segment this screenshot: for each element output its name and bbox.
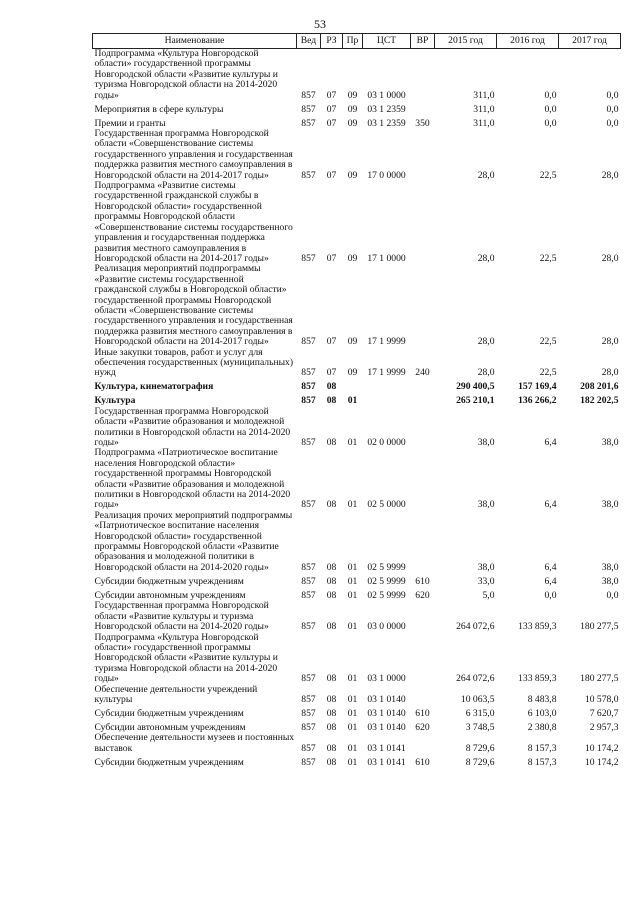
header-2017: 2017 год: [559, 34, 621, 49]
row-value-2015: 28,0: [477, 252, 495, 264]
row-value-2015: 28,0: [477, 367, 495, 379]
row-value-2016: 22,5: [539, 252, 557, 264]
row-cst: 02 5 9999: [367, 575, 406, 587]
row-cst: 03 1 2359: [367, 103, 406, 115]
row-cst: 17 1 0000: [367, 252, 406, 264]
table-row: [93, 115, 621, 129]
row-ved: 857: [301, 437, 316, 448]
row-vr: [411, 685, 435, 706]
row-value-2016: 0,0: [544, 103, 557, 115]
row-name: Реализация прочих мероприятий подпрограммы «Патриотическое воспитание населения Новгородской области» государственной программы Новгородской области «Развитие образования и молодежной политики в Новгородской области на 2014-2020 годы»: [94, 509, 293, 573]
row-name: Подпрограмма «Развитие системы государственной гражданской службы в Новгородской области» государственной программы Новгородской области «Совершенствование системы государственного управления и государственная поддержка развития местного самоуправления в Новгородской области на 2014-2017 годы»: [94, 180, 293, 264]
row-name: Субсидии бюджетным учреждениям: [94, 575, 244, 587]
row-cst: 17 1 9999: [367, 336, 406, 348]
row-cst: [363, 393, 411, 407]
table-row: [93, 181, 621, 264]
row-name: Культура: [94, 395, 136, 407]
row-ved: 857: [301, 621, 316, 633]
row-pr: 01: [347, 589, 358, 601]
row-name: Государственная программа Новгородской области «Развитие культуры и туризма Новгородской области на 2014-2020 годы»: [94, 600, 269, 633]
row-value-2016: 22,5: [539, 169, 557, 181]
row-cst: 17 0 0000: [367, 169, 406, 181]
row-value-2017: 10 578,0: [584, 693, 619, 705]
row-cst: 02 5 0000: [367, 499, 406, 511]
row-ved: 857: [301, 381, 316, 393]
table-row: [93, 587, 621, 601]
row-value-2016: 6,4: [544, 499, 557, 511]
row-ved: 857: [301, 693, 316, 705]
row-value-2017: 182 202,5: [580, 395, 619, 407]
row-cst: 02 5 9999: [367, 561, 406, 573]
row-value-2017: 38,0: [601, 561, 619, 573]
table-row: [93, 393, 621, 407]
header-vr: ВР: [411, 34, 435, 49]
row-cst: 03 0 0000: [367, 621, 406, 633]
row-value-2016: 133 859,3: [518, 673, 557, 685]
row-name: Мероприятия в сфере культуры: [94, 103, 224, 115]
row-ved: 857: [301, 117, 316, 129]
row-vr: [411, 733, 435, 754]
row-vr: [411, 49, 435, 102]
row-value-2015: 5,0: [482, 589, 495, 601]
header-cst: ЦСТ: [363, 34, 411, 49]
row-pr: 09: [347, 117, 358, 129]
row-ved: 857: [301, 673, 316, 685]
row-pr: 01: [347, 561, 358, 573]
row-name: Подпрограмма «Культура Новгородской области» государственной программы Новгородской области «Развитие культуры и туризма Новгородской области на 2014-2020 годы»: [94, 48, 278, 101]
row-name: Культура, кинематография: [94, 381, 214, 393]
row-value-2017: 38,0: [601, 437, 619, 448]
row-value-2015: 28,0: [477, 336, 495, 348]
row-value-2015: 10 063,5: [460, 693, 495, 705]
row-rz: 08: [326, 756, 337, 768]
table-body: [93, 49, 621, 769]
row-ved: 857: [301, 367, 316, 379]
row-value-2017: 180 277,5: [580, 621, 619, 633]
header-name: Наименование: [93, 34, 297, 49]
row-ved: 857: [301, 252, 316, 264]
row-cst: [363, 379, 411, 393]
row-value-2016: 6 103,0: [527, 707, 557, 719]
table-row: [93, 264, 621, 347]
table-row: [93, 511, 621, 573]
row-rz: 08: [326, 621, 337, 633]
row-ved: 857: [301, 103, 316, 115]
row-vr: 610: [415, 707, 430, 719]
row-value-2015: 38,0: [477, 561, 495, 573]
row-pr: 01: [347, 673, 358, 685]
row-value-2017: 208 201,6: [580, 381, 619, 393]
row-pr: 09: [347, 252, 358, 264]
row-pr: 09: [347, 367, 358, 379]
row-value-2015: 38,0: [477, 437, 495, 448]
row-pr: 01: [347, 707, 358, 719]
row-name: Обеспечение деятельности музеев и постоянных выставок: [94, 732, 295, 754]
row-name: Субсидии бюджетным учреждениям: [94, 756, 244, 768]
row-name: Субсидии бюджетным учреждениям: [94, 707, 244, 719]
row-value-2015: 8 729,6: [465, 742, 495, 754]
row-pr: 09: [347, 89, 358, 101]
table-row: [93, 685, 621, 706]
row-name: Подпрограмма «Культура Новгородской области» государственной программы Новгородской области «Развитие культуры и туризма Новгородской области на 2014-2020 годы»: [94, 631, 278, 685]
row-cst: 03 1 2359: [367, 117, 406, 129]
row-value-2016: 8 483,8: [527, 693, 557, 705]
row-ved: 857: [301, 589, 316, 601]
row-value-2015: 33,0: [477, 575, 495, 587]
row-value-2016: 157 169,4: [518, 381, 557, 393]
row-vr: 610: [415, 756, 430, 768]
header-pr: Пр: [343, 34, 363, 49]
row-name: Государственная программа Новгородской области «Развитие образования и молодежной политики в Новгородской области на 2014-2020 годы»: [94, 405, 291, 448]
row-pr: 01: [347, 499, 358, 511]
row-value-2016: 2 380,8: [527, 721, 557, 733]
table-row: [93, 49, 621, 102]
row-value-2017: 0,0: [606, 103, 619, 115]
table-row: [93, 348, 621, 379]
table-row: [93, 633, 621, 685]
row-value-2017: 28,0: [601, 336, 619, 348]
row-value-2016: 0,0: [544, 589, 557, 601]
row-ved: 857: [301, 707, 316, 719]
row-rz: 07: [326, 117, 337, 129]
table-row: [93, 601, 621, 632]
table-row: [93, 101, 621, 115]
row-rz: 08: [326, 561, 337, 573]
table-row: [93, 573, 621, 587]
row-value-2016: 8 157,3: [527, 756, 557, 768]
row-cst: 03 1 0140: [367, 707, 406, 719]
row-value-2017: 0,0: [606, 589, 619, 601]
row-vr: [411, 407, 435, 449]
row-pr: 01: [347, 575, 358, 587]
row-rz: 07: [326, 103, 337, 115]
row-value-2016: 6,4: [544, 575, 557, 587]
row-value-2017: 7 620,7: [589, 707, 619, 719]
row-pr: [343, 379, 363, 393]
row-cst: 17 1 9999: [367, 367, 406, 379]
row-value-2016: 6,4: [544, 437, 557, 448]
row-cst: 03 1 0140: [367, 721, 406, 733]
row-rz: 08: [326, 707, 337, 719]
row-vr: 350: [415, 117, 430, 129]
row-name: Государственная программа Новгородской области «Совершенствование системы государственного управления и государственная поддержка развития местного самоуправления в Новгородской области на 2014-2017 годы»: [94, 128, 293, 181]
row-ved: 857: [301, 336, 316, 348]
row-value-2015: 8 729,6: [465, 756, 495, 768]
row-pr: 01: [347, 756, 358, 768]
row-rz: 08: [326, 437, 337, 448]
row-value-2017: 38,0: [601, 575, 619, 587]
row-ved: 857: [301, 499, 316, 511]
row-rz: 07: [326, 252, 337, 264]
row-ved: 857: [301, 756, 316, 768]
row-value-2017: 38,0: [601, 499, 619, 511]
row-rz: 08: [326, 673, 337, 685]
header-rz: РЗ: [321, 34, 343, 49]
row-rz: 08: [326, 499, 337, 511]
table-row: [93, 733, 621, 754]
row-vr: 240: [415, 367, 430, 379]
table-row: [93, 379, 621, 393]
row-ved: 857: [301, 721, 316, 733]
row-rz: 08: [326, 742, 337, 754]
row-value-2015: 264 072,6: [456, 621, 495, 633]
row-value-2016: 22,5: [539, 336, 557, 348]
row-name: Субсидии автономным учреждениям: [94, 589, 246, 601]
row-value-2016: 8 157,3: [527, 742, 557, 754]
row-name: Иные закупки товаров, работ и услуг для обеспечения государственных (муниципальных) нужд: [94, 346, 294, 379]
table-row: [93, 129, 621, 181]
row-value-2015: 311,0: [473, 89, 495, 101]
row-ved: 857: [301, 575, 316, 587]
row-vr: [411, 601, 435, 632]
row-value-2015: 311,0: [473, 117, 495, 129]
row-pr: 09: [347, 336, 358, 348]
row-value-2015: 290 400,5: [456, 381, 495, 393]
row-name: Обеспечение деятельности учреждений культуры: [94, 683, 258, 705]
row-rz: 07: [326, 169, 337, 181]
row-ved: 857: [301, 742, 316, 754]
row-vr: 610: [415, 575, 430, 587]
row-pr: 01: [347, 693, 358, 705]
row-pr: 01: [347, 395, 358, 407]
row-vr: [411, 633, 435, 685]
row-pr: 01: [347, 721, 358, 733]
row-rz: 08: [326, 589, 337, 601]
row-vr: [411, 101, 435, 115]
row-ved: 857: [301, 89, 316, 101]
row-rz: 08: [326, 721, 337, 733]
table-row: [93, 407, 621, 449]
row-value-2016: 133 859,3: [518, 621, 557, 633]
row-rz: 08: [326, 395, 337, 407]
row-ved: 857: [301, 395, 316, 407]
row-vr: [411, 129, 435, 181]
row-vr: [411, 448, 435, 510]
row-value-2015: 265 210,1: [456, 395, 495, 407]
row-value-2015: 38,0: [477, 499, 495, 511]
row-value-2016: 22,5: [539, 367, 557, 379]
row-pr: 09: [347, 169, 358, 181]
row-ved: 857: [301, 561, 316, 573]
row-vr: [411, 181, 435, 264]
row-value-2017: 28,0: [601, 169, 619, 181]
row-value-2015: 6 315,0: [465, 707, 495, 719]
row-cst: 03 1 0141: [367, 756, 406, 768]
table-row: [93, 705, 621, 719]
row-pr: 09: [347, 103, 358, 115]
row-value-2015: 28,0: [477, 169, 495, 181]
row-vr: [411, 393, 435, 407]
row-value-2015: 3 748,5: [465, 721, 495, 733]
row-rz: 07: [326, 367, 337, 379]
row-rz: 08: [326, 575, 337, 587]
row-value-2017: 10 174,2: [584, 742, 619, 754]
row-pr: 01: [347, 742, 358, 754]
row-name: Реализация мероприятий подпрограммы «Развитие системы государственной гражданской службы в Новгородской области» государственной программы Новгородской области «Совершенствование системы государственного управления и государственная поддержка развития местного самоуправления в Новгородской области на 2014-2017 годы»: [94, 263, 293, 348]
row-name: Субсидии автономным учреждениям: [94, 721, 246, 733]
page-number: 53: [314, 17, 326, 31]
row-cst: 03 1 0000: [367, 673, 406, 685]
row-value-2017: 10 174,2: [584, 756, 619, 768]
row-value-2016: 0,0: [544, 89, 557, 101]
row-value-2015: 264 072,6: [456, 673, 495, 685]
row-name: Подпрограмма «Патриотическое воспитание населения Новгородской области» государственной программы Новгородской области «Развитие образования и молодежной политики в Новгородской области на 2014-2020 годы»: [94, 447, 291, 511]
header-2015: 2015 год: [435, 34, 497, 49]
row-pr: 01: [347, 621, 358, 633]
row-rz: 07: [326, 89, 337, 101]
table-row: [93, 719, 621, 733]
row-cst: 03 1 0000: [367, 89, 406, 101]
row-cst: 03 1 0141: [367, 742, 406, 754]
row-vr: [411, 379, 435, 393]
budget-table: [92, 33, 621, 768]
row-rz: 07: [326, 336, 337, 348]
row-value-2016: 6,4: [544, 561, 557, 573]
row-ved: 857: [301, 169, 316, 181]
row-cst: 02 0 0000: [367, 437, 406, 448]
row-vr: 620: [415, 589, 430, 601]
row-name: Премии и гранты: [94, 117, 166, 129]
table-header-row: [93, 34, 621, 49]
row-value-2017: 28,0: [601, 252, 619, 264]
row-value-2017: 0,0: [606, 89, 619, 101]
row-value-2016: 0,0: [544, 117, 557, 129]
row-value-2016: 136 266,2: [518, 395, 557, 407]
row-vr: 620: [415, 721, 430, 733]
row-rz: 08: [326, 381, 337, 393]
table-row: [93, 448, 621, 510]
row-rz: 08: [326, 693, 337, 705]
row-value-2017: 2 957,3: [589, 721, 619, 733]
row-value-2015: 311,0: [473, 103, 495, 115]
row-vr: [411, 264, 435, 347]
row-pr: 01: [347, 437, 358, 448]
table-row: [93, 754, 621, 768]
row-value-2017: 180 277,5: [580, 673, 619, 685]
row-vr: [411, 511, 435, 573]
row-cst: 03 1 0140: [367, 693, 406, 705]
row-cst: 02 5 9999: [367, 589, 406, 601]
header-2016: 2016 год: [497, 34, 559, 49]
row-value-2017: 28,0: [601, 367, 619, 379]
row-value-2017: 0,0: [606, 117, 619, 129]
header-ved: Вед: [297, 34, 321, 49]
